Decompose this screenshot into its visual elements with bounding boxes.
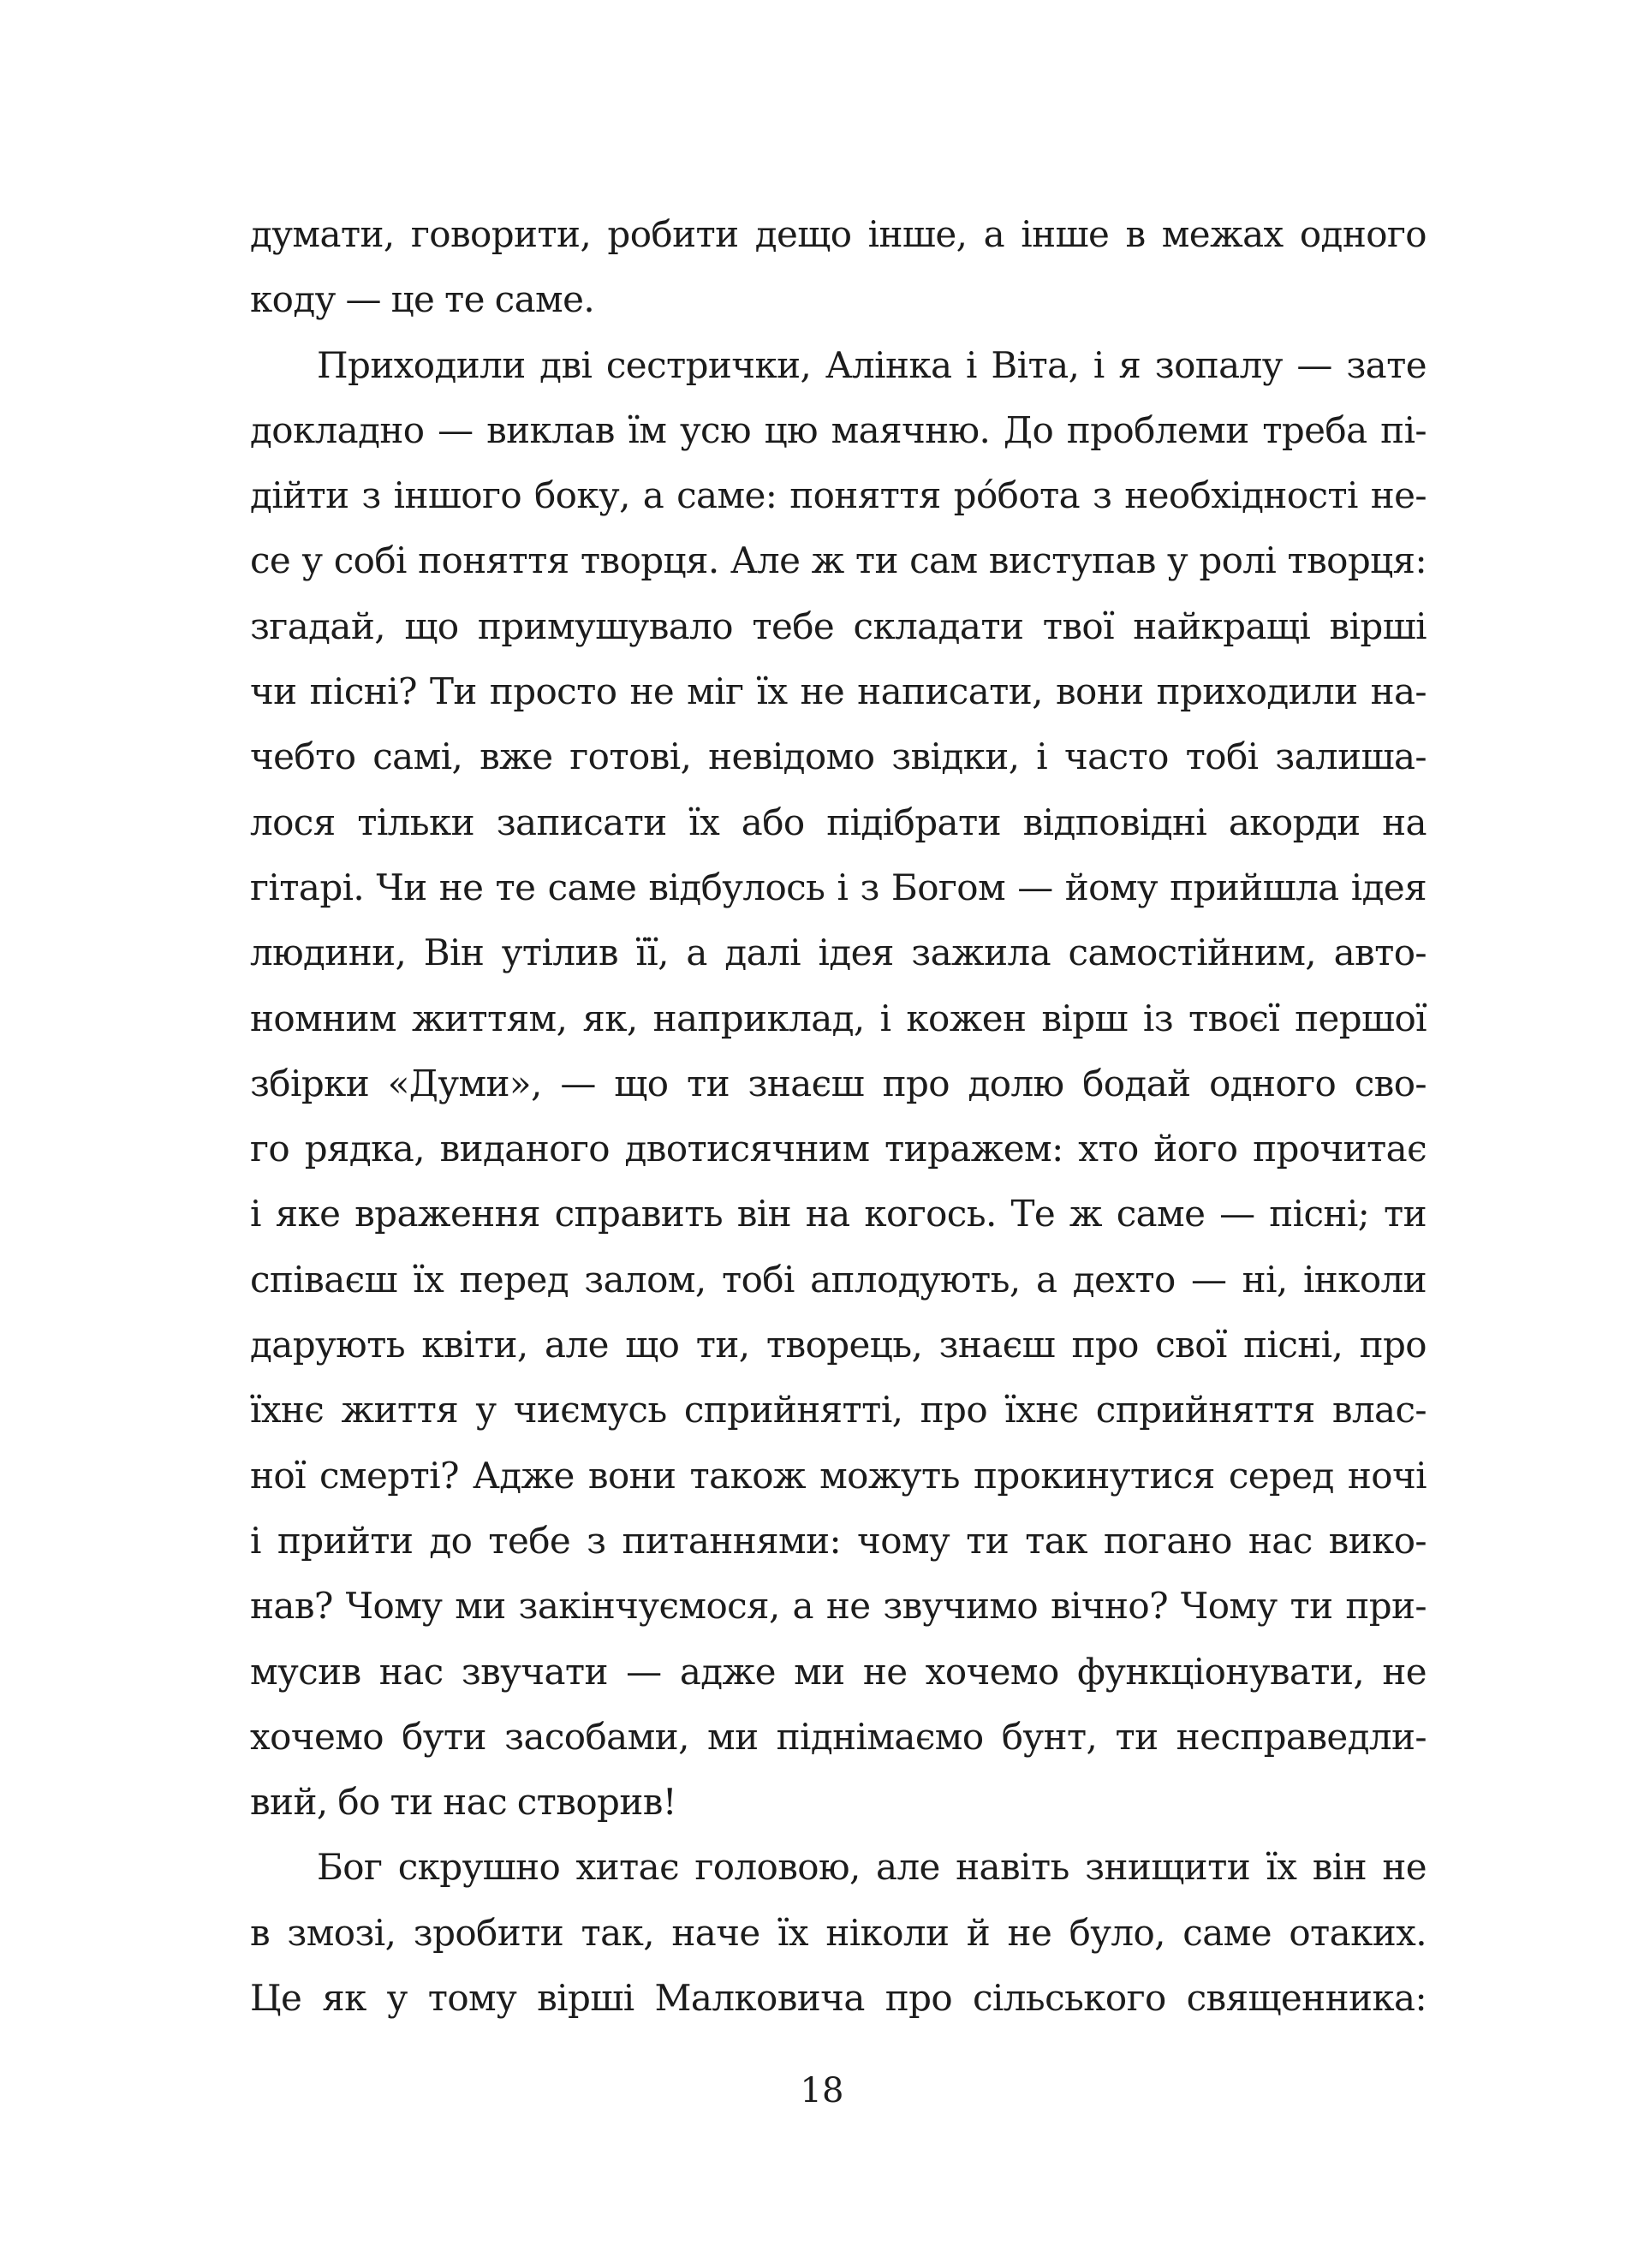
text-line: коду — це те саме. xyxy=(250,278,595,321)
text-line: Бог скрушно хитає головою, але навіть знищити їх він не xyxy=(317,1846,1427,1889)
page-body xyxy=(250,202,1427,2031)
text-line: людини, Він утілив її, а далі ідея зажила самостійним, авто- xyxy=(250,932,1427,974)
text-line: го рядка, виданого двотисячним тиражем: хто його прочитає xyxy=(250,1128,1427,1170)
text-line: вий, бо ти нас створив! xyxy=(250,1781,677,1824)
text-line: дарують квіти, але що ти, творець, знаєш про свої пісні, про xyxy=(250,1324,1427,1366)
text-line: збірки «Думи», — що ти знаєш про долю бодай одного сво- xyxy=(250,1062,1427,1104)
paragraph-3 xyxy=(250,1835,1427,2031)
paragraph-1 xyxy=(250,202,1427,333)
text-line: чи пісні? Ти просто не міг їх не написати, вони приходили на- xyxy=(250,670,1427,713)
text-line: лося тільки записати їх або підібрати відповідні акорди на xyxy=(250,801,1427,843)
text-line: Приходили дві сестрички, Алінка і Віта, і я зопалу — зате xyxy=(317,343,1427,386)
text-line: мусив нас звучати — адже ми не хочемо функціонувати, не xyxy=(250,1650,1427,1693)
text-line: співаєш їх перед залом, тобі аплодують, а дехто — ні, інколи xyxy=(250,1258,1427,1301)
paragraph-2 xyxy=(250,333,1427,1836)
text-line: згадай, що примушувало тебе складати твої найкращі вірші xyxy=(250,604,1427,647)
text-line: і яке враження справить він на когось. Те ж саме — пісні; ти xyxy=(250,1193,1427,1235)
text-line: гітарі. Чи не те саме відбулось і з Богом — йому прийшла ідея xyxy=(250,866,1427,908)
text-line: номним життям, як, наприклад, і кожен вірш із твоєї першої xyxy=(250,997,1427,1039)
text-line: се у собі поняття творця. Але ж ти сам виступав у ролі творця: xyxy=(250,539,1427,582)
text-line: ної смерті? Адже вони також можуть прокинутися серед ночі xyxy=(250,1454,1427,1497)
page-number: 18 xyxy=(800,2071,844,2110)
text-line: хочемо бути засобами, ми піднімаємо бунт, ти несправедли- xyxy=(250,1715,1427,1758)
text-line: в змозі, зробити так, наче їх ніколи й не було, саме отаких. xyxy=(250,1911,1427,1954)
text-line: докладно — виклав їм усю цю маячню. До проблеми треба пі- xyxy=(250,408,1427,451)
text-line: і прийти до тебе з питаннями: чому ти так погано нас вико- xyxy=(250,1519,1427,1562)
text-line: чебто самі, вже готові, невідомо звідки, і часто тобі залиша- xyxy=(250,735,1427,778)
text-line: нав? Чому ми закінчуємося, а не звучимо вічно? Чому ти при- xyxy=(250,1585,1427,1628)
text-line: дійти з іншого боку, а саме: поняття ро́бота з необхідності не- xyxy=(250,474,1427,517)
text-line: їхнє життя у чиємусь сприйнятті, про їхнє сприйняття влас- xyxy=(250,1389,1427,1432)
text-line: Це як у тому вірші Малковича про сільського священника: xyxy=(250,1977,1427,2020)
text-line: думати, говорити, робити дещо інше, а інше в межах одного xyxy=(250,213,1427,255)
